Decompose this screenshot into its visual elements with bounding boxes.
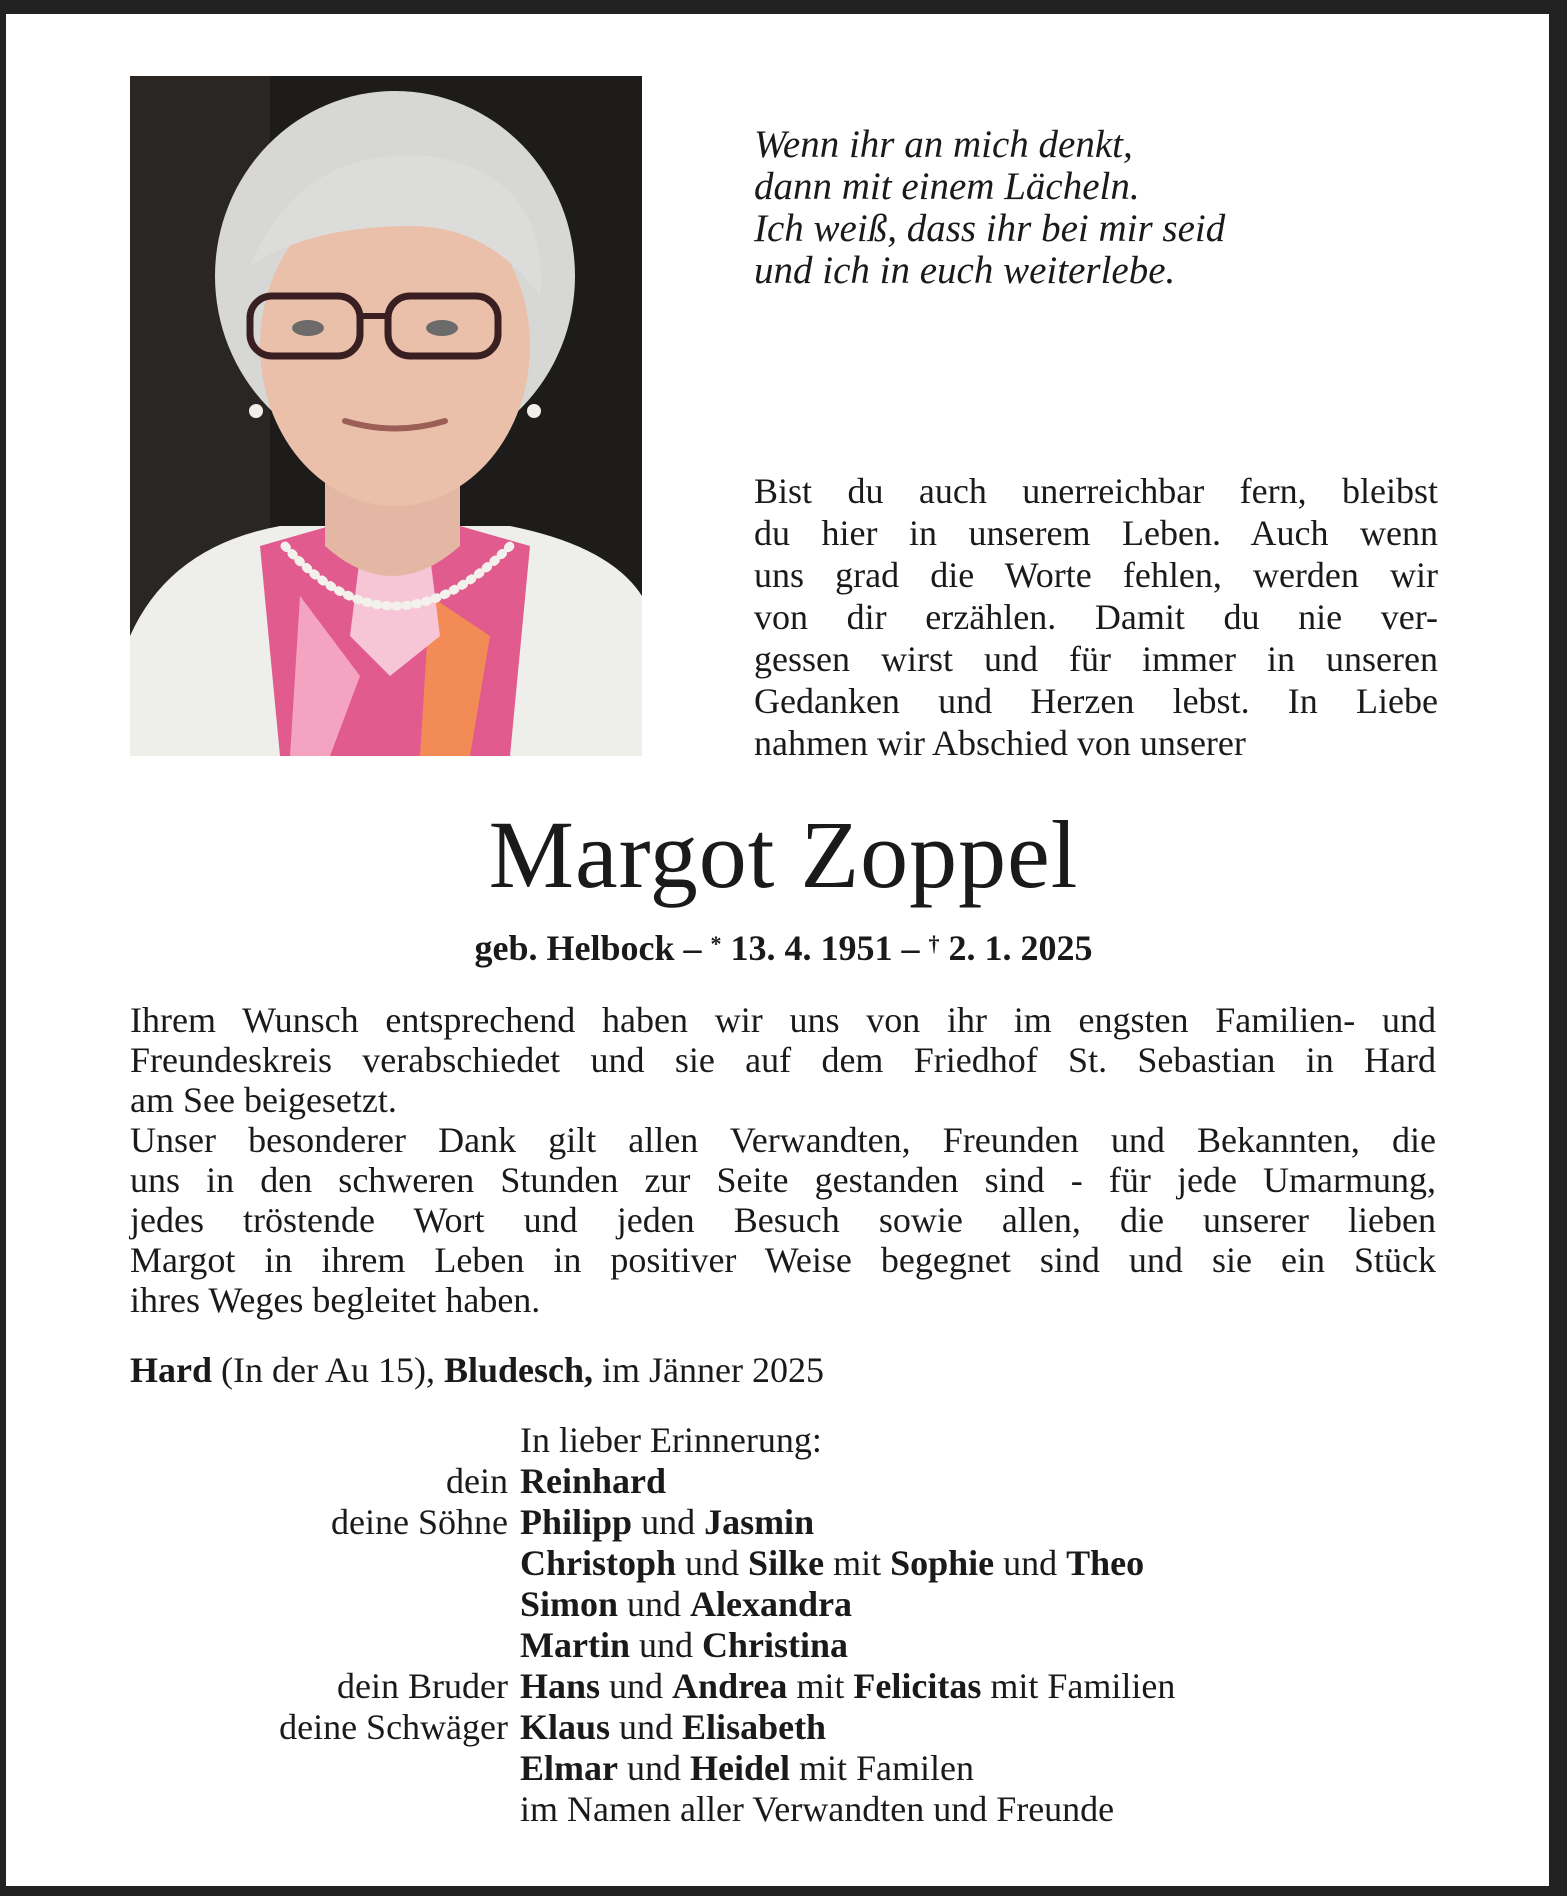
mourner-names xyxy=(520,1502,1436,1543)
body-line: Freundeskreis verabschiedet und sie auf dem Friedhof St. Sebastian in Hard xyxy=(130,1040,1436,1080)
separator: – xyxy=(892,928,929,968)
connector-text: mit Familen xyxy=(789,1748,974,1788)
relation-label: deine Schwäger xyxy=(279,1707,508,1747)
connector-text: und xyxy=(600,1666,673,1706)
town-hard: Hard xyxy=(130,1350,213,1390)
poem-line: und ich in euch weiterlebe. xyxy=(754,249,1176,292)
poem-line: dann mit einem Lächeln. xyxy=(754,165,1140,208)
relation-label: dein Bruder xyxy=(337,1666,508,1706)
intro-line: Gedanken und Herzen lebst. In Liebe xyxy=(754,681,1438,721)
relation-label: deine Söhne xyxy=(331,1502,508,1542)
mourner-names xyxy=(520,1543,1436,1584)
mourner-name: Simon xyxy=(520,1584,619,1624)
month-year: im Jänner 2025 xyxy=(593,1350,824,1390)
mourner-names xyxy=(520,1789,1436,1830)
body-line: Ihrem Wunsch entsprechend haben wir uns von ihr im engsten Familien- und xyxy=(130,1000,1436,1040)
mourner-names xyxy=(520,1461,1436,1502)
mourner-row xyxy=(130,1707,1436,1748)
mourner-names xyxy=(520,1584,1436,1625)
intro-line: gessen wirst und für immer in unseren xyxy=(754,639,1438,679)
connector-text: mit xyxy=(824,1543,891,1583)
relation-label xyxy=(130,1625,520,1666)
relation-label xyxy=(130,1748,520,1789)
intro-line: uns grad die Worte fehlen, werden wir xyxy=(754,555,1438,595)
connector-text: mit xyxy=(787,1666,854,1706)
death-symbol: † xyxy=(928,931,940,956)
mourner-names xyxy=(520,1748,1436,1789)
body-line: Margot in ihrem Leben in positiver Weise begegnet sind und sie ein Stück xyxy=(130,1240,1436,1280)
connector-text: und xyxy=(676,1543,749,1583)
intro-line: Bist du auch unerreichbar fern, bleibst xyxy=(754,471,1438,511)
mourner-name: Christoph xyxy=(520,1543,677,1583)
connector-text: und xyxy=(617,1748,690,1788)
body-line: am See beigesetzt. xyxy=(130,1080,397,1120)
connector-text: mit Familien xyxy=(981,1666,1176,1706)
connector-text: im Namen aller Verwandten und Freunde xyxy=(520,1789,1115,1829)
poem-line: Wenn ihr an mich denkt, xyxy=(754,123,1133,166)
mourner-name: Heidel xyxy=(689,1748,790,1788)
portrait-photo xyxy=(130,76,642,756)
mourners-heading: In lieber Erinnerung: xyxy=(520,1420,822,1460)
relation-label xyxy=(130,1543,520,1584)
mourner-name: Martin xyxy=(520,1625,630,1665)
body-line: Unser besonderer Dank gilt allen Verwandten, Freunden und Bekannten, die xyxy=(130,1120,1436,1160)
mourner-row xyxy=(130,1748,1436,1789)
mourner-name: Theo xyxy=(1066,1543,1145,1583)
mourner-row xyxy=(130,1502,1436,1543)
birth-symbol: * xyxy=(710,931,722,956)
mourner-name: Philipp xyxy=(520,1502,633,1542)
deceased-name: Margot Zoppel xyxy=(488,801,1079,908)
body-line: jedes tröstende Wort und jeden Besuch sowie allen, die unserer lieben xyxy=(130,1200,1436,1240)
birth-death-dates xyxy=(0,925,1567,971)
mourner-name: Alexandra xyxy=(690,1584,853,1624)
mourner-row xyxy=(130,1625,1436,1666)
connector-text: und xyxy=(994,1543,1067,1583)
mourner-name: Felicitas xyxy=(853,1666,982,1706)
mourner-name: Silke xyxy=(748,1543,825,1583)
mourner-names xyxy=(520,1625,1436,1666)
mourner-names xyxy=(520,1707,1436,1748)
connector-text: und xyxy=(629,1625,702,1665)
mourner-name: Jasmin xyxy=(704,1502,815,1542)
body-text xyxy=(130,1000,1436,1320)
mourners-heading-row xyxy=(130,1420,1436,1461)
mourner-row xyxy=(130,1789,1436,1830)
mourner-row xyxy=(130,1666,1436,1707)
body-line: ihres Weges begleitet haben. xyxy=(130,1280,541,1320)
poem-quote xyxy=(754,124,1274,292)
mourner-row xyxy=(130,1461,1436,1502)
intro-line: von dir erzählen. Damit du nie ver- xyxy=(754,597,1438,637)
mourner-row xyxy=(130,1543,1436,1584)
mourner-name: Elisabeth xyxy=(682,1707,827,1747)
relation-label xyxy=(130,1789,520,1830)
birth-date: 13. 4. 1951 xyxy=(721,928,893,968)
town-bludesch: Bludesch, xyxy=(443,1350,594,1390)
maiden-name: geb. Helbock xyxy=(474,928,675,968)
relation-label xyxy=(130,1584,520,1625)
mourner-name: Reinhard xyxy=(520,1461,667,1501)
mourner-names xyxy=(520,1666,1436,1707)
address: (In der Au 15), xyxy=(212,1350,444,1390)
body-line: uns in den schweren Stunden zur Seite gestanden sind - für jede Umarmung, xyxy=(130,1160,1436,1200)
intro-line: nahmen wir Abschied von unserer xyxy=(754,723,1246,763)
mourners-list xyxy=(130,1420,1436,1830)
mourner-name: Sophie xyxy=(890,1543,995,1583)
poem-line: Ich weiß, dass ihr bei mir seid xyxy=(754,207,1226,250)
intro-line: du hier in unserem Leben. Auch wenn xyxy=(754,513,1438,553)
mourner-row xyxy=(130,1584,1436,1625)
intro-text xyxy=(754,470,1438,764)
mourner-name: Hans xyxy=(520,1666,601,1706)
relation-label: dein xyxy=(446,1461,508,1501)
mourner-name: Christina xyxy=(701,1625,848,1665)
mourner-name: Elmar xyxy=(520,1748,618,1788)
place-date-line xyxy=(130,1350,824,1390)
connector-text: und xyxy=(618,1584,691,1624)
connector-text: und xyxy=(632,1502,705,1542)
death-date: 2. 1. 2025 xyxy=(939,928,1093,968)
connector-text: und xyxy=(610,1707,683,1747)
mourner-name: Klaus xyxy=(520,1707,611,1747)
separator: – xyxy=(674,928,711,968)
mourner-name: Andrea xyxy=(672,1666,788,1706)
